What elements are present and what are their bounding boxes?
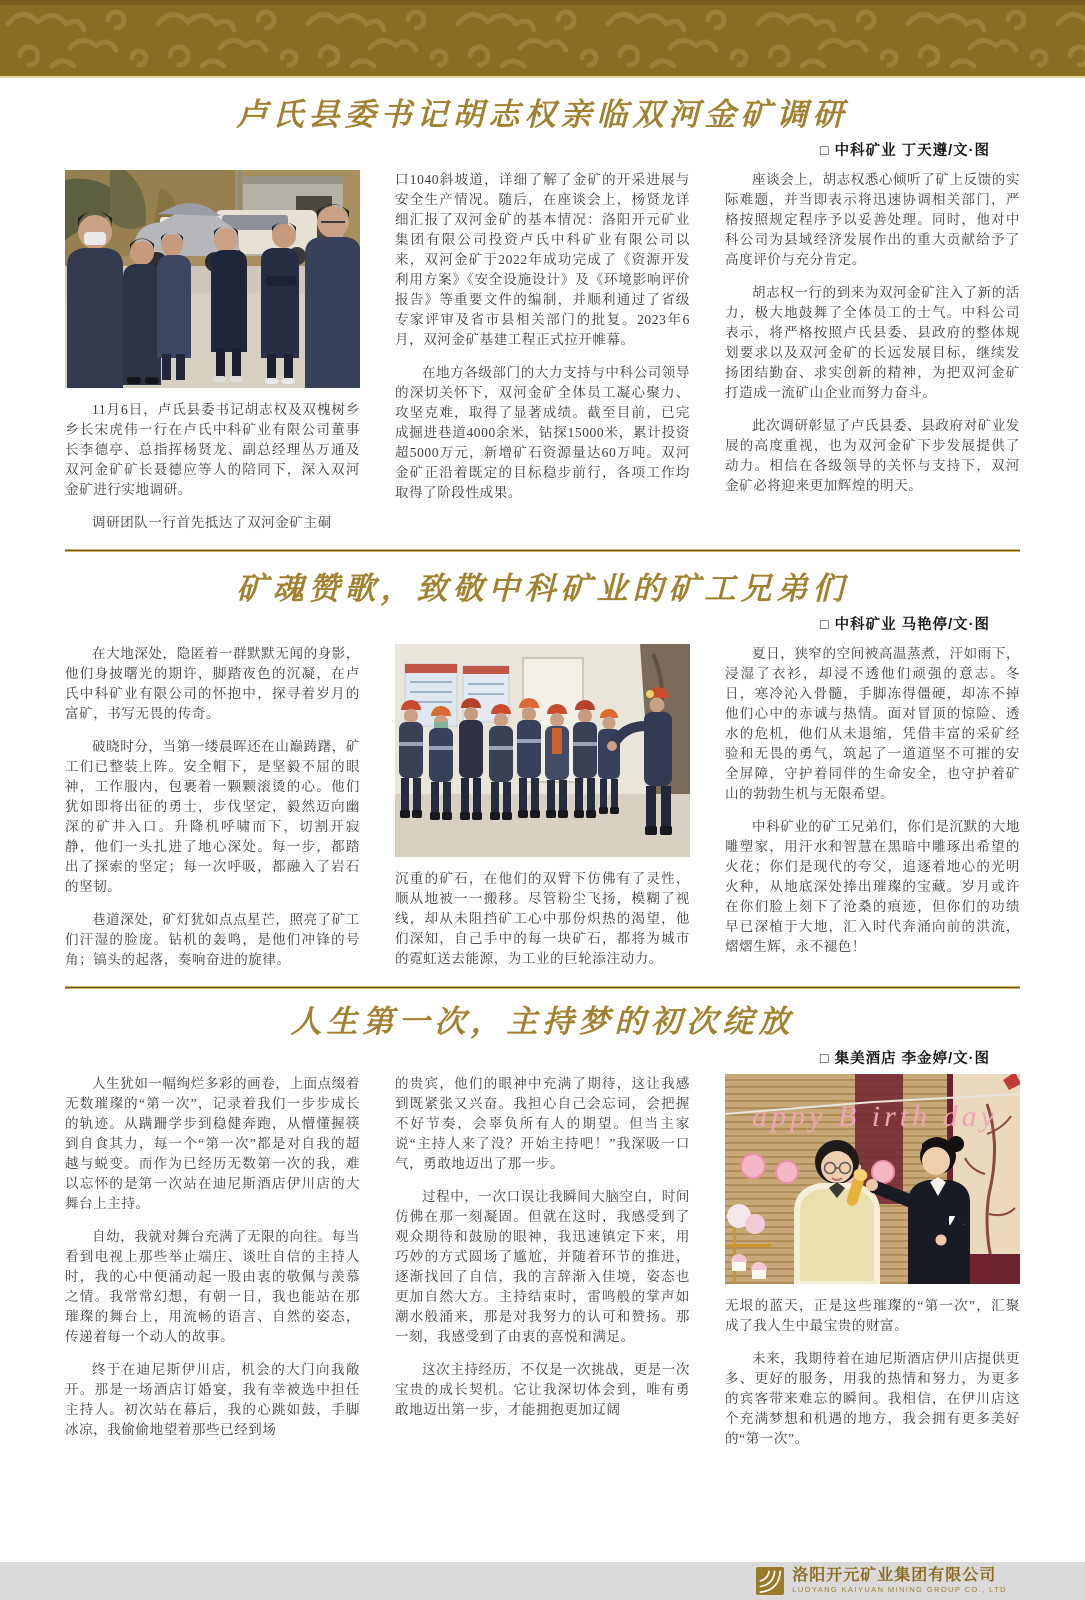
article3-column-2: [395, 1074, 690, 1420]
paragraph: 调研团队一行首先抵达了双河金矿主硐: [92, 515, 332, 531]
paragraph: 未来，我期待着在迪尼斯酒店伊川店提供更多、更好的服务，用我的热情和努力，为更多的宾客带来难忘的瞬间。我相信，在伊川店这个充满梦想和机遇的地方，我会拥有更多美好的“第一次”。: [725, 1350, 1020, 1446]
article3-column-3: [725, 1074, 1020, 1449]
article3-byline: □ 集美酒店 李金婷/文·图: [819, 1050, 990, 1067]
company-logo-icon: [756, 1567, 784, 1595]
paragraph: 这次主持经历，不仅是一次挑战，更是一次宝贵的成长契机。它让我深切体会到，唯有勇敢地迈出第一步，才能拥抱更加辽阔: [395, 1361, 690, 1417]
paragraph: 无垠的蓝天，正是这些璀璨的“第一次”，汇聚成了我人生中最宝贵的财富。: [725, 1297, 1020, 1333]
paragraph: 座谈会上，胡志权悉心倾听了矿上反馈的实际难题，并当即表示将迅速协调相关部门，严格按照规定程序予以妥善处理。同时，他对中科公司为县域经济发展作出的重大贡献给予了高度评价与充分肯定。: [725, 172, 1020, 268]
article1-photo-site-visit: [65, 170, 360, 388]
article2-columns: [0, 644, 1085, 970]
photo-miners-lineup: [395, 644, 690, 857]
article1-column-3: [725, 170, 1020, 496]
article3-title: 人生第一次，主持梦的初次绽放: [290, 1004, 795, 1040]
paragraph: 在地方各级部门的大力支持与中科公司领导的深切关怀下，双河金矿全体员工凝心聚力、攻坚克难，取得了显著成绩。截至目前，已完成掘进巷道4000余米，钻探15000米，累计投资超5000万元，新增矿石资源量达60万吨。双河金矿正沿着既定的目标稳步前行，各项工作均取得了阶段性成果。: [395, 365, 690, 501]
article-mine-inspection: [0, 96, 1085, 533]
article2-column-1: [65, 644, 360, 970]
paragraph: 11月6日，卢氏县委书记胡志权及双槐树乡乡长宋虎伟一行在卢氏中科矿业有限公司董事长李德亭、总指挥杨贤龙、副总经理丛万通及双河金矿矿长聂德应等人的陪同下，深入双河金矿进行实地调研。: [65, 402, 360, 498]
paragraph: 巷道深处，矿灯犹如点点星芒，照亮了矿工们汗湿的脸庞。钻机的轰鸣，是他们冲锋的号角；镐头的起落，奏响奋进的旋律。: [65, 912, 360, 968]
article2-byline-row: [0, 613, 990, 634]
photo-birthday-interview: [725, 1074, 1020, 1284]
article2-byline: □ 中科矿业 马艳停/文·图: [819, 617, 990, 634]
cloud-pattern-graphic: [0, 0, 1085, 76]
article1-columns: [0, 170, 1085, 533]
article1-byline: □ 中科矿业 丁天遵/文·图: [819, 143, 990, 160]
article2-title: 矿魂赞歌，致敬中科矿业的矿工兄弟们: [236, 571, 849, 607]
article-first-time-hosting: [0, 1003, 1085, 1448]
article1-column-1: [65, 170, 360, 533]
article3-photo-birthday-hosting: [725, 1074, 1020, 1284]
article2-column-2: [395, 644, 690, 969]
article3-byline-row: [0, 1047, 990, 1068]
paragraph: 沉重的矿石，在他们的双臂下仿佛有了灵性，顺从地被一一搬移。尽管粉尘飞扬，模糊了视线，却从未阻挡矿工心中那份炽热的渴望，他们深知，自己手中的每一块矿石，都将为城市的霓虹送去能源，为工业的巨轮添注动力。: [395, 871, 690, 967]
decorative-header-band: [0, 0, 1085, 78]
birthday-banner-text: appy B irth day: [752, 1099, 998, 1133]
article1-title: 卢氏县委书记胡志权亲临双河金矿调研: [236, 97, 849, 132]
paragraph: 过程中，一次口误让我瞬间大脑空白，时间仿佛在那一刻凝固。但就在这时，我感受到了观众期待和鼓励的眼神，我迅速镇定下来，用巧妙的方式圆场了尴尬，并随着环节的推进，逐渐找回了自信，我的言辞渐入佳境，姿态也更加自然大方。主持结束时，雷鸣般的掌声如潮水般涌来，那是对我努力的认可和赞扬。那一刻，我感受到了由衷的喜悦和满足。: [395, 1188, 690, 1344]
paragraph: 在大地深处，隐匿着一群默默无闻的身影，他们身披曙光的期许，脚踏夜色的沉凝，在卢氏中科矿业有限公司的怀抱中，探寻着岁月的富矿，书写无畏的传奇。: [65, 646, 360, 722]
company-name-en: LUOYANG KAIYUAN MINING GROUP CO., LTD: [792, 1585, 1007, 1595]
article1-byline-row: [0, 139, 990, 160]
company-name-block: [792, 1568, 1007, 1595]
article-miners-tribute: [0, 570, 1085, 970]
photo-officials-outdoors: [65, 170, 360, 388]
paragraph: 终于在迪尼斯伊川店，机会的大门向我敞开。那是一场酒店订婚宴，我有幸被选中担任主持人。初次站在幕后，我的心跳如鼓，手脚冰凉，我偷偷地望着那些已经到场: [65, 1361, 360, 1437]
paragraph: 夏日，狭窄的空间被高温蒸煮，汗如雨下，浸湿了衣衫，却浸不透他们顽强的意志。冬日，寒冷沁入骨髓，手脚冻得僵硬，却冻不掉他们心中的赤诚与热情。面对冒顶的惊险、透水的危机，他们从未退缩，凭借丰富的采矿经验和无畏的勇气，筑起了一道道坚不可摧的安全屏障，守护着同伴的生命安全，也守护着矿山的勃勃生机与无限希望。: [725, 646, 1020, 802]
paragraph: 胡志权一行的到来为双河金矿注入了新的活力，极大地鼓舞了全体员工的士气。中科公司表示，将严格按照卢氏县委、县政府的整体规划要求以及双河金矿的长远发展目标，继续发扬团结勤奋、求实创新的精神，为把双河金矿打造成一流矿山企业而努力奋斗。: [725, 285, 1020, 401]
article3-columns: [0, 1074, 1085, 1449]
paragraph: 中科矿业的矿工兄弟们，你们是沉默的大地雕塑家，用汗水和智慧在黑暗中雕琢出希望的火花；你们是现代的夸父，追逐着地心的光明火种，从地底深处捧出璀璨的宝藏。岁月或许在你们脸上刻下了沧桑的痕迹，但你们的功绩早已深植于大地，汇入时代奔涌向前的洪流，熠熠生辉，永不褪色！: [725, 819, 1020, 955]
article2-column-3: [725, 644, 1020, 957]
article2-photo-miners: [395, 644, 690, 857]
paragraph: 口1040斜坡道，详细了解了金矿的开采进展与安全生产情况。随后，在座谈会上，杨贤龙详细汇报了双河金矿的基本情况：洛阳开元矿业集团有限公司投资卢氏中科矿业有限公司以来，双河金矿于2022年成功完成了《资源开发利用方案》《安全设施设计》及《环境影响评价报告》等重要文件的编制，并顺利通过了省级专家评审及省市县相关部门的批复。2023年6月，双河金矿基建工程正式拉开帷幕。: [395, 172, 690, 348]
footer-bar: [0, 1562, 1085, 1600]
article-divider: [65, 986, 1020, 989]
paragraph: 人生犹如一幅绚烂多彩的画卷，上面点缀着无数璀璨的“第一次”，记录着我们一步步成长的轨迹。从蹒跚学步到稳健奔跑，从懵懂握筷到自食其力，每一个“第一次”都是对自我的超越与蜕变。而作为已经历无数第一次的我，难以忘怀的是第一次站在迪尼斯酒店伊川店的大舞台上主持。: [65, 1075, 360, 1211]
paragraph: 破晓时分，当第一缕晨晖还在山巅踌躇，矿工们已整装上阵。安全帽下，是坚毅不屈的眼神，工作服内，包裹着一颗颗滚烫的心。他们犹如即将出征的勇士，步伐坚定，毅然迈向幽深的矿井入口。升降机呼啸而下，切割开寂静，他们一头扎进了地心深处。每一步，都踏出了探索的坚定；每一次呼吸，都融入了岩石的坚韧。: [65, 739, 360, 895]
paragraph: 自幼，我就对舞台充满了无限的向往。每当看到电视上那些举止端庄、谈吐自信的主持人时，我的心中便涌动起一股由衷的敬佩与羡慕之情。我常常幻想，有朝一日，我也能站在那璀璨的舞台上，用流畅的语言、自然的姿态，传递着每一个动人的故事。: [65, 1228, 360, 1344]
article3-column-1: [65, 1074, 360, 1440]
paragraph: 的贵宾，他们的眼神中充满了期待，这让我感到既紧张又兴奋。我担心自己会忘词，会把握不好节奏，会辜负所有人的期望。但当主家说“主持人来了没？开始主持吧！”我深吸一口气，勇敢地迈出了那一步。: [395, 1075, 690, 1171]
article1-column-2: [395, 170, 690, 503]
article-divider: [65, 549, 1020, 552]
company-name-cn: 洛阳开元矿业集团有限公司: [792, 1566, 997, 1584]
paragraph: 此次调研彰显了卢氏县委、县政府对矿业发展的高度重视，也为双河金矿下步发展提供了动力。相信在各级领导的关怀与支持下，双河金矿必将迎来更加辉煌的明天。: [725, 418, 1020, 494]
